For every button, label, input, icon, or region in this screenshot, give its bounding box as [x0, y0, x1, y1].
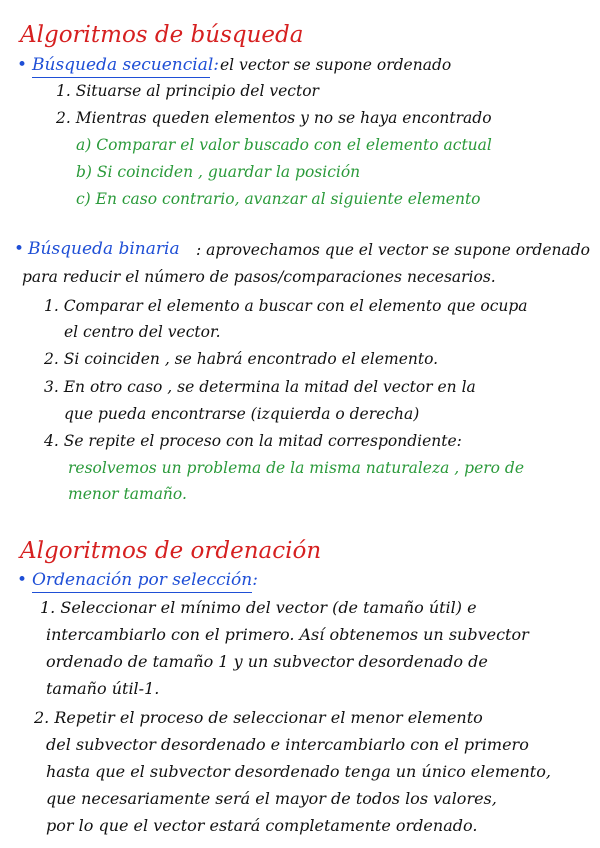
- secuencial-substep-a: a) Comparar el valor buscado con el elemento actual: [76, 136, 492, 154]
- heading-busqueda-secuencial: Búsqueda secuencial:: [32, 55, 219, 75]
- bullet: •: [17, 570, 28, 590]
- bullet: •: [14, 239, 25, 259]
- secuencial-description: el vector se supone ordenado: [220, 56, 452, 74]
- binaria-description-2: para reducir el número de pasos/comparaciones necesarios.: [22, 268, 496, 286]
- binaria-step-3a: 3. En otro caso , se determina la mitad del vector en la: [44, 378, 476, 396]
- seleccion-step-1b: intercambiarlo con el primero. Así obtenemos un subvector: [46, 625, 529, 644]
- binaria-step-1b: el centro del vector.: [64, 323, 221, 341]
- heading-underline: [32, 592, 252, 593]
- seleccion-step-2e: por lo que el vector estará completamente ordenado.: [46, 816, 478, 835]
- bullet: •: [17, 55, 28, 75]
- section-title-busqueda: Algoritmos de búsqueda: [20, 22, 304, 48]
- seleccion-step-2c: hasta que el subvector desordenado tenga un único elemento,: [46, 762, 551, 781]
- secuencial-step-1: 1. Situarse al principio del vector: [56, 82, 319, 100]
- seleccion-step-2b: del subvector desordenado e intercambiarlo con el primero: [46, 735, 529, 754]
- seleccion-step-2a: 2. Repetir el proceso de seleccionar el menor elemento: [34, 708, 483, 727]
- binaria-step-3b: que pueda encontrarse (izquierda o derecha): [64, 405, 420, 423]
- seleccion-step-1a: 1. Seleccionar el mínimo del vector (de tamaño útil) e: [40, 598, 477, 617]
- binaria-step-1a: 1. Comparar el elemento a buscar con el elemento que ocupa: [44, 297, 528, 315]
- binaria-step-4: 4. Se repite el proceso con la mitad correspondiente:: [44, 432, 462, 450]
- binaria-step-4-note-1: resolvemos un problema de la misma naturaleza , pero de: [68, 459, 525, 477]
- section-title-ordenacion: Algoritmos de ordenación: [20, 538, 322, 564]
- heading-underline: [32, 77, 210, 78]
- secuencial-substep-c: c) En caso contrario, avanzar al siguiente elemento: [76, 190, 481, 208]
- binaria-step-2: 2. Si coinciden , se habrá encontrado el elemento.: [44, 350, 439, 368]
- secuencial-substep-b: b) Si coinciden , guardar la posición: [76, 163, 361, 181]
- secuencial-step-2: 2. Mientras queden elementos y no se haya encontrado: [56, 109, 492, 127]
- seleccion-step-1c: ordenado de tamaño 1 y un subvector desordenado de: [46, 652, 488, 671]
- binaria-step-4-note-2: menor tamaño.: [68, 485, 187, 503]
- seleccion-step-2d: que necesariamente será el mayor de todos los valores,: [46, 789, 497, 808]
- heading-busqueda-binaria: Búsqueda binaria: [28, 239, 180, 259]
- seleccion-step-1d: tamaño útil-1.: [46, 679, 160, 698]
- binaria-description-1: : aprovechamos que el vector se supone ordenado: [196, 241, 591, 259]
- heading-ordenacion-seleccion: Ordenación por selección:: [32, 570, 258, 590]
